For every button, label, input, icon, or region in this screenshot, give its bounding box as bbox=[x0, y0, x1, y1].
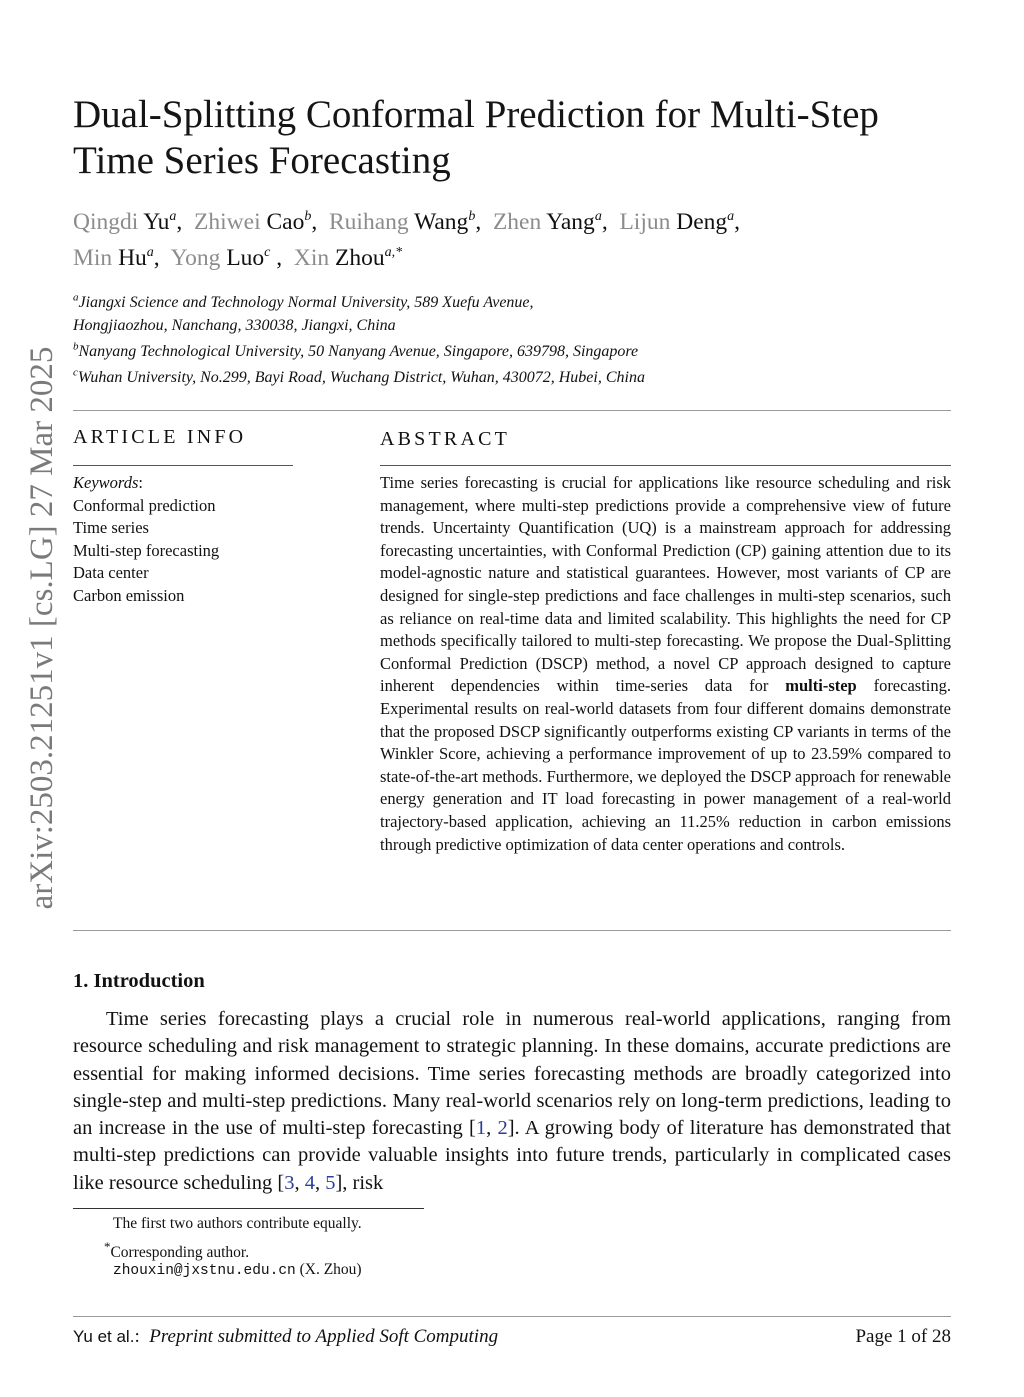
author-list bbox=[73, 204, 953, 276]
citation-link[interactable]: 3 bbox=[284, 1171, 295, 1194]
divider-top bbox=[73, 410, 951, 411]
abstract-heading: ABSTRACT bbox=[380, 428, 511, 450]
paper-title: Dual-Splitting Conformal Prediction for Multi-Step Time Series Forecasting bbox=[73, 93, 879, 182]
author: Zhen Yang$^a$, bbox=[492, 209, 608, 235]
section-heading-introduction: 1. Introduction bbox=[73, 970, 205, 992]
keywords-label: Keywords: bbox=[73, 473, 143, 492]
article-info-heading: ARTICLE INFO bbox=[73, 426, 247, 448]
running-footer: Yu et al.: Preprint submitted to Applied Soft Computing bbox=[73, 1326, 499, 1347]
footer-rule bbox=[73, 1316, 951, 1317]
keyword: Conformal prediction bbox=[73, 495, 216, 515]
author: Qingdi Yu$^a$, bbox=[73, 209, 183, 235]
article-info-rule bbox=[73, 465, 293, 466]
keyword: Time series bbox=[73, 518, 149, 538]
footnote-corresponding: *Corresponding author. bbox=[104, 1239, 250, 1262]
keywords-block bbox=[73, 472, 313, 608]
keyword: Carbon emission bbox=[73, 585, 185, 605]
affiliation-c: $^c$Wuhan University, No.299, Bayi Road, Wuchang District, Wuhan, 430072, Hubei, China bbox=[73, 366, 645, 386]
page-number: Page 1 of 28 bbox=[855, 1326, 951, 1347]
abstract-body: Time series forecasting is crucial for applications like resource scheduling and risk management, where multi-step predictions provide a comprehensive view of future trends. Uncertainty Quantification (UQ) is a mainstream approach for addressing forecasting uncertainties, with Conformal Prediction (CP) gaining attention due to its model-agnostic nature and statistical guarantees. However, most variants of CP are designed for single-step predictions and face challenges in multi-step scenarios, such as reliance on real-time data and limited scalability. This highlights the need for CP methods specifically tailored to multi-step forecasting. We propose the Dual-Splitting Conformal Prediction (DSCP) method, a novel CP approach designed to capture inherent dependencies within time-series data for multi-step forecasting. Experimental results on real-world datasets from four different domains demonstrate that the proposed DSCP significantly outperforms existing CP variants in terms of the Winkler Score, achieving a performance improvement of up to 23.59% compared to state-of-the-art methods. Furthermore, we deployed the DSCP approach for renewable energy generation and IT load forecasting in power management of a real-world trajectory-based application, achieving an 11.25% reduction in carbon emissions through predictive optimization of data center operations and controls. bbox=[380, 473, 951, 854]
keyword: Multi-step forecasting bbox=[73, 540, 220, 560]
divider-bottom bbox=[73, 930, 951, 931]
footnote-equal-contribution: The first two authors contribute equally. bbox=[113, 1215, 362, 1232]
citation-link[interactable]: 4 bbox=[304, 1171, 315, 1194]
citation-link[interactable]: 2 bbox=[497, 1117, 508, 1140]
email-link[interactable]: zhouxin@jxstnu.edu.cn bbox=[113, 1263, 296, 1279]
author: Ruihang Wang$^b$, bbox=[328, 209, 482, 235]
abstract-rule bbox=[380, 465, 951, 466]
footnote-email: zhouxin@jxstnu.edu.cn (X. Zhou) bbox=[113, 1261, 362, 1279]
affiliation-a: $^a$Jiangxi Science and Technology Normal University, 589 Xuefu Avenue, Hongjiaozhou, Nanchang, 330038, Jiangxi, China bbox=[73, 291, 534, 334]
author: Yong Luo$^c$ , bbox=[170, 245, 283, 271]
author: Zhiwei Cao$^b$, bbox=[194, 209, 318, 235]
author: Xin Zhou$^{a,*}$ bbox=[293, 245, 403, 271]
arxiv-identifier-stamp: arXiv:2503.21251v1 [cs.LG] 27 Mar 2025 bbox=[24, 346, 60, 910]
affiliation-b: $^b$Nanyang Technological University, 50 Nanyang Avenue, Singapore, 639798, Singapore bbox=[73, 340, 639, 360]
citation-link[interactable]: 1 bbox=[475, 1117, 487, 1140]
introduction-paragraph: Time series forecasting plays a crucial role in numerous real-world applications, ranging from resource scheduling and risk management to strategic planning. In these domains, accurate predictions are essential for making informed decisions. Time series forecasting methods are broadly categorized into single-step and multi-step predictions. Many real-world scenarios rely on long-term predictions, leading to an increase in the use of multi-step forecasting [1, 2]. A growing body of literature has demonstrated that multi-step predictions can provide valuable insights into future trends, particularly in complicated cases like resource scheduling [3, 4, 5], risk bbox=[73, 1008, 951, 1194]
footnote-rule bbox=[73, 1208, 424, 1209]
keyword: Data center bbox=[73, 563, 149, 583]
author: Min Hu$^a$, bbox=[73, 245, 160, 271]
citation-link[interactable]: 5 bbox=[325, 1171, 336, 1194]
author: Lijun Deng$^a$, bbox=[619, 209, 741, 235]
